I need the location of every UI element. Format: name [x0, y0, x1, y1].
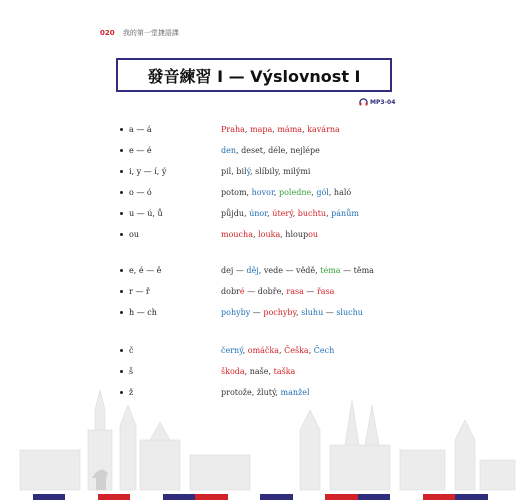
example-word-segment: ,	[272, 124, 278, 134]
example-word-segment: ou	[308, 229, 319, 239]
example-word-segment: buchtu	[297, 208, 327, 218]
section-title: 發音練習 I — Výslovnost I	[147, 66, 361, 86]
example-word-segment: , vede — vědě,	[258, 265, 321, 275]
bullet-icon	[120, 191, 123, 194]
example-word-segment: pánům	[331, 208, 359, 218]
example-word-segment: děj	[246, 265, 259, 275]
bullet-icon	[120, 212, 123, 215]
example-word-segment: , slíbily, milými	[250, 166, 311, 176]
page-header	[100, 28, 179, 38]
pronunciation-row	[120, 122, 340, 136]
bullet-icon	[120, 233, 123, 236]
letter-pair-label: h — ch	[129, 307, 157, 317]
audio-track[interactable]	[359, 98, 395, 106]
letter-pair-label: e — é	[129, 145, 152, 155]
section-banner	[116, 58, 392, 92]
example-word-segment: ,	[267, 208, 273, 218]
example-word-segment: Praha	[221, 124, 245, 134]
example-words	[221, 287, 334, 296]
pronunciation-row	[120, 263, 374, 277]
example-word-segment: ,	[244, 124, 250, 134]
example-word-segment: kavárna	[307, 124, 340, 134]
pronunciation-row	[120, 164, 311, 178]
example-word-segment: é	[239, 286, 245, 296]
example-word-segment: Češka	[284, 345, 309, 355]
example-word-segment: sluhu	[301, 307, 324, 317]
example-word-segment: den	[221, 145, 237, 155]
bullet-icon	[120, 290, 123, 293]
example-word-segment: únor	[249, 208, 268, 218]
pronunciation-row	[120, 143, 320, 157]
example-word-segment: dobr	[221, 286, 240, 296]
example-word-segment: moucha	[221, 229, 253, 239]
example-word-segment: , naše,	[244, 366, 274, 376]
example-word-segment: ,	[273, 187, 279, 197]
letter-pair-label: u — ú, ů	[129, 208, 163, 218]
example-word-segment: ,	[308, 345, 314, 355]
example-words	[221, 230, 318, 239]
example-word-segment: ,	[242, 345, 248, 355]
example-words	[221, 146, 320, 155]
letter-pair-label: o — ó	[129, 187, 152, 197]
example-word-segment: ,	[326, 208, 332, 218]
letter-pair-label: č	[129, 345, 134, 355]
example-word-segment: máma	[277, 124, 303, 134]
example-word-segment: ,	[302, 124, 308, 134]
letter-pair-label: š	[129, 366, 134, 376]
example-word-segment: ,	[311, 187, 317, 197]
example-word-segment: , haló	[328, 187, 352, 197]
example-word-segment: —	[323, 307, 337, 317]
example-word-segment: — těma	[340, 265, 374, 275]
example-word-segment: , hloup	[280, 229, 309, 239]
example-word-segment: téma	[320, 265, 341, 275]
headphones-icon	[359, 98, 368, 106]
example-word-segment: ,	[279, 345, 285, 355]
example-words	[221, 266, 374, 275]
example-word-segment: sluchu	[336, 307, 363, 317]
example-word-segment: půjdu,	[221, 208, 250, 218]
letter-pair-label: a — á	[129, 124, 152, 134]
example-word-segment: pil, bil	[221, 166, 247, 176]
example-words	[221, 167, 311, 176]
example-word-segment: mapa	[250, 124, 273, 134]
example-word-segment: ý	[246, 166, 251, 176]
example-word-segment: taška	[273, 366, 296, 376]
example-word-segment: rasa	[286, 286, 304, 296]
prague-skyline-illustration	[0, 370, 520, 495]
letter-pair-label: ou	[129, 229, 139, 239]
pronunciation-row	[120, 227, 319, 241]
example-word-segment: úterý	[272, 208, 293, 218]
example-word-segment: potom,	[221, 187, 252, 197]
example-words	[221, 346, 334, 355]
example-word-segment: manžel	[280, 387, 310, 397]
bullet-icon	[120, 170, 123, 173]
example-word-segment: louka	[258, 229, 281, 239]
example-word-segment: pochyby	[263, 307, 297, 317]
example-word-segment: řasa	[316, 286, 335, 296]
bullet-icon	[120, 128, 123, 131]
bullet-icon	[120, 269, 123, 272]
letter-pair-label: i, y — í, ý	[129, 166, 167, 176]
example-words	[221, 125, 340, 134]
example-words	[221, 209, 359, 218]
bullet-icon	[120, 149, 123, 152]
example-word-segment: omáčka	[247, 345, 280, 355]
example-word-segment: poledne	[278, 187, 312, 197]
example-word-segment: — dobře,	[244, 286, 287, 296]
letter-pair-label: r — ř	[129, 286, 150, 296]
example-words	[221, 188, 351, 197]
example-word-segment: ,	[252, 229, 259, 239]
example-word-segment: hovor	[251, 187, 274, 197]
example-word-segment: protože, žlutý,	[221, 387, 281, 397]
example-word-segment: —	[303, 286, 317, 296]
example-word-segment: Čech	[313, 345, 335, 355]
bullet-icon	[120, 349, 123, 352]
example-word-segment: , deset, déle, nejlépe	[236, 145, 320, 155]
pronunciation-row	[120, 284, 335, 298]
example-word-segment: ,	[296, 307, 302, 317]
example-words	[221, 308, 363, 317]
pronunciation-row	[120, 185, 352, 199]
pronunciation-row	[120, 206, 359, 220]
bullet-icon	[120, 311, 123, 314]
pronunciation-row	[120, 305, 363, 319]
example-word-segment: dej —	[221, 265, 247, 275]
letter-pair-label: ž	[129, 387, 134, 397]
example-word-segment: —	[250, 307, 264, 317]
book-title: 我的第一堂捷語課	[122, 29, 179, 37]
example-word-segment: černý	[221, 345, 243, 355]
example-word-segment: škoda	[221, 366, 245, 376]
example-word-segment: pohyby	[221, 307, 251, 317]
pronunciation-row	[120, 343, 335, 357]
flag-stripe	[0, 494, 520, 500]
example-word-segment: gól	[316, 187, 329, 197]
letter-pair-label: e, é — ě	[129, 265, 162, 275]
page-number: 020	[100, 29, 115, 37]
example-word-segment: ,	[292, 208, 298, 218]
audio-track-label: MP3-04	[370, 98, 396, 106]
